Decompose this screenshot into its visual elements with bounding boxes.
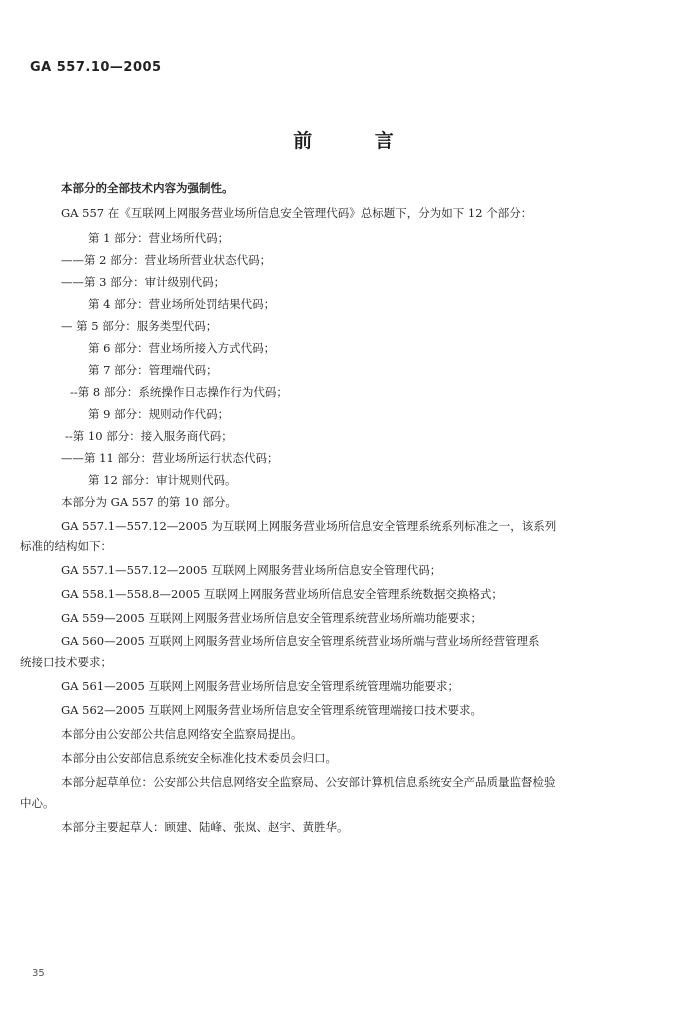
paragraph: 本部分为 GA 557 的第 10 部分。 bbox=[61, 495, 237, 509]
paragraph: GA 557.1—557.12—2005 互联网上网服务营业场所信息安全管理代码； bbox=[61, 563, 442, 577]
list-item: 第 4 部分：营业场所处罚结果代码； bbox=[88, 297, 276, 311]
paragraph: 本部分由公安部信息系统安全标准化技术委员会归口。 bbox=[61, 751, 337, 765]
paragraph: GA 562—2005 互联网上网服务营业场所信息安全管理系统管理端接口技术要求。 bbox=[61, 703, 483, 717]
list-item: 第 7 部分：管理端代码； bbox=[88, 363, 218, 377]
paragraph: 中心。 bbox=[20, 796, 55, 810]
list-item: --第 8 部分：系统操作日志操作行为代码； bbox=[70, 385, 288, 399]
standard-number: GA 557.10—2005 bbox=[30, 60, 162, 75]
page-title: 前 言 bbox=[293, 130, 422, 152]
list-item: ——第 3 部分：审计级别代码； bbox=[61, 275, 226, 289]
paragraph: GA 561—2005 互联网上网服务营业场所信息安全管理系统管理端功能要求； bbox=[61, 679, 460, 693]
paragraph: 本部分主要起草人：顾建、陆峰、张岚、赵宇、黄胜华。 bbox=[61, 820, 349, 834]
list-item: 第 6 部分：营业场所接入方式代码； bbox=[88, 341, 276, 355]
list-item: ——第 2 部分：营业场所营业状态代码； bbox=[61, 253, 272, 267]
list-item: — 第 5 部分：服务类型代码； bbox=[61, 319, 218, 333]
paragraph: 统接口技术要求； bbox=[20, 655, 112, 669]
paragraph: GA 560—2005 互联网上网服务营业场所信息安全管理系统营业场所端与营业场所经营管理系 bbox=[61, 634, 540, 648]
paragraph-mandatory: 本部分的全部技术内容为强制性。 bbox=[61, 181, 234, 195]
list-item: --第 10 部分：接入服务商代码； bbox=[65, 429, 233, 443]
paragraph: 本部分起草单位：公安部公共信息网络安全监察局、公安部计算机信息系统安全产品质量监督检验 bbox=[61, 775, 556, 789]
paragraph: 标准的结构如下： bbox=[20, 539, 112, 553]
paragraph: GA 558.1—558.8—2005 互联网上网服务营业场所信息安全管理系统数据交换格式； bbox=[61, 587, 503, 601]
paragraph: GA 557.1—557.12—2005 为互联网上网服务营业场所信息安全管理系统系列标准之一，该系列 bbox=[61, 519, 557, 533]
paragraph: 本部分由公安部公共信息网络安全监察局提出。 bbox=[61, 727, 303, 741]
list-item: 第 1 部分：营业场所代码； bbox=[88, 231, 230, 245]
list-item: 第 9 部分：规则动作代码； bbox=[88, 407, 230, 421]
page-number: 35 bbox=[32, 968, 45, 979]
list-item: ——第 11 部分：营业场所运行状态代码； bbox=[61, 451, 279, 465]
paragraph-intro: GA 557 在《互联网上网服务营业场所信息安全管理代码》总标题下，分为如下 12 个部分： bbox=[61, 206, 533, 220]
list-item: 第 12 部分：审计规则代码。 bbox=[88, 473, 237, 487]
paragraph: GA 559—2005 互联网上网服务营业场所信息安全管理系统营业场所端功能要求； bbox=[61, 611, 483, 625]
